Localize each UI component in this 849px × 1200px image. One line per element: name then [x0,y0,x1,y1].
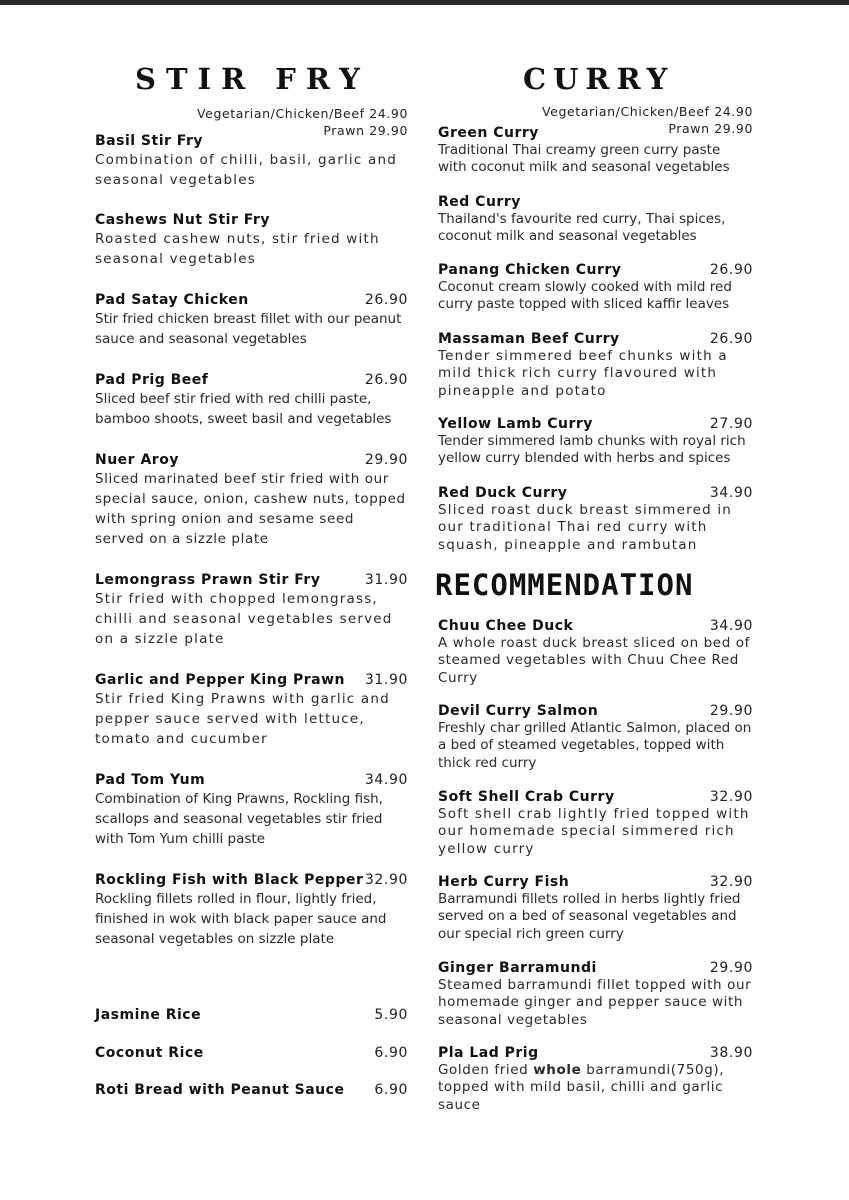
item-name: Panang Chicken Curry [438,262,622,278]
desc-part: Golden fried [438,1062,534,1078]
item-name: Red Duck Curry [438,485,568,501]
item-price: 29.90 [364,452,408,468]
item-description: Stir fried with chopped lemongrass, chilli and seasonal vegetables served on a sizzle plate [95,591,393,647]
item-name: Herb Curry Fish [438,874,570,890]
menu-item-soft-shell-crab-curry [438,789,753,858]
item-price: 26.90 [364,292,408,308]
top-border [0,0,849,5]
item-name: Soft Shell Crab Curry [438,789,615,805]
curry-price-line-1: Vegetarian/Chicken/Beef 24.90 [542,104,753,119]
item-description: Thailand's favourite red curry, Thai spices, coconut milk and seasonal vegetables [438,211,726,245]
item-description: Stir fried King Prawns with garlic and pepper sauce served with lettuce, tomato and cucumber [95,691,390,747]
side-price: 6.90 [374,1045,408,1061]
item-description: Soft shell crab lightly fried topped with our homemade special simmered rich yellow curry [438,806,750,857]
item-description: Sliced beef stir fried with red chilli paste, bamboo shoots, sweet basil and vegetables [95,391,392,427]
item-price: 34.90 [709,485,753,501]
item-description: Sliced roast duck breast simmered in our traditional Thai red curry with squash, pineapple and rambutan [438,502,733,553]
item-price: 26.90 [709,331,753,347]
item-price: 31.90 [364,672,408,688]
item-name: Green Curry [438,125,539,141]
item-price: 31.90 [364,572,408,588]
item-name: Lemongrass Prawn Stir Fry [95,572,321,588]
side-price: 5.90 [374,1007,408,1023]
menu-item-basil-stir-fry [95,133,408,190]
item-name: Cashews Nut Stir Fry [95,212,270,228]
item-price: 29.90 [709,960,753,976]
menu-item-nuer-aroy [95,452,408,549]
menu-item-panang-chicken-curry [438,262,753,314]
item-name: Yellow Lamb Curry [438,416,593,432]
item-description: Tender simmered beef chunks with a mild thick rich curry flavoured with pineapple and potato [438,348,728,399]
item-price: 26.90 [709,262,753,278]
item-name: Red Curry [438,194,521,210]
item-description: Sliced marinated beef stir fried with our special sauce, onion, cashew nuts, topped with spring onion and sesame seed served on a sizzle plate [95,471,406,547]
menu-item-yellow-lamb-curry [438,416,753,468]
item-name: Pla Lad Prig [438,1045,539,1061]
item-price: 34.90 [364,772,408,788]
menu-item-lemongrass-prawn-stir-fry [95,572,408,649]
desc-part: barramundi(750g), topped with mild basil, chilli and garlic sauce [438,1062,725,1113]
menu-item-cashews-nut-stir-fry [95,212,408,269]
menu-item-herb-curry-fish [438,874,753,943]
menu-item-ginger-barramundi [438,960,753,1029]
menu-item-red-curry [438,194,753,246]
item-description: Traditional Thai creamy green curry paste with coconut milk and seasonal vegetables [438,142,730,176]
menu-item-devil-curry-salmon [438,703,753,772]
side-jasmine-rice [95,1007,408,1023]
item-name: Chuu Chee Duck [438,618,574,634]
item-name: Garlic and Pepper King Prawn [95,672,346,688]
item-description: Combination of King Prawns, Rockling fish, scallops and seasonal vegetables stir fried with Tom Yum chilli paste [95,791,383,847]
menu-item-pad-prig-beef [95,372,408,429]
desc-emphasis: whole [533,1062,582,1078]
item-price: 34.90 [709,618,753,634]
side-coconut-rice [95,1045,408,1061]
side-name: Roti Bread with Peanut Sauce [95,1082,345,1098]
menu-item-red-duck-curry [438,485,753,554]
menu-item-garlic-pepper-king-prawn [95,672,408,749]
item-name: Devil Curry Salmon [438,703,599,719]
item-name: Nuer Aroy [95,452,179,468]
item-description: Coconut cream slowly cooked with mild red curry paste topped with sliced kaffir leaves [438,279,732,313]
side-name: Coconut Rice [95,1045,204,1061]
item-description: Roasted cashew nuts, stir fried with seasonal vegetables [95,231,380,267]
item-description: Tender simmered lamb chunks with royal rich yellow curry blended with herbs and spices [438,433,746,467]
side-price: 6.90 [374,1082,408,1098]
item-name: Pad Prig Beef [95,372,209,388]
menu-item-pad-satay-chicken [95,292,408,349]
item-description: Freshly char grilled Atlantic Salmon, placed on a bed of steamed vegetables, topped with thick red curry [438,720,752,771]
menu-item-green-curry [438,125,753,177]
item-description: Rockling fillets rolled in flour, lightly fried, finished in wok with black paper sauce and seasonal vegetables on sizzle plate [95,891,387,947]
item-name: Basil Stir Fry [95,133,203,149]
item-description: Barramundi fillets rolled in herbs lightly fried served on a bed of seasonal vegetables and our special rich green curry [438,891,741,942]
item-description: Steamed barramundi fillet topped with our homemade ginger and pepper sauce with seasonal vegetables [438,977,752,1028]
side-roti-bread [95,1082,408,1098]
item-name: Massaman Beef Curry [438,331,620,347]
item-name: Ginger Barramundi [438,960,597,976]
stir-fry-price-line-2: Prawn 29.90 [323,123,408,138]
item-description: A whole roast duck breast sliced on bed of steamed vegetables with Chuu Chee Red Curry [438,635,750,686]
item-price: 32.90 [709,874,753,890]
menu-item-pla-lad-prig [438,1045,753,1114]
item-price: 32.90 [709,789,753,805]
side-name: Jasmine Rice [95,1007,202,1023]
item-description [438,1062,753,1114]
item-price: 26.90 [364,372,408,388]
menu-item-pad-tom-yum [95,772,408,849]
item-name: Rockling Fish with Black Pepper [95,872,364,888]
menu-item-rockling-fish-black-pepper [95,872,408,949]
stir-fry-price-line-1: Vegetarian/Chicken/Beef 24.90 [197,106,408,121]
item-name: Pad Tom Yum [95,772,206,788]
menu-item-chuu-chee-duck [438,618,753,687]
stir-fry-heading: STIR FRY [135,62,370,96]
item-price: 38.90 [709,1045,753,1061]
item-price: 32.90 [364,872,408,888]
item-name: Pad Satay Chicken [95,292,249,308]
item-price: 29.90 [709,703,753,719]
menu-item-massaman-beef-curry [438,331,753,400]
curry-heading: CURRY [523,62,675,96]
item-description: Stir fried chicken breast fillet with our peanut sauce and seasonal vegetables [95,311,402,347]
item-price: 27.90 [709,416,753,432]
item-description: Combination of chilli, basil, garlic and seasonal vegetables [95,152,397,188]
curry-price-line-2: Prawn 29.90 [668,121,753,136]
recommendation-heading: RECOMMENDATION [435,568,694,602]
